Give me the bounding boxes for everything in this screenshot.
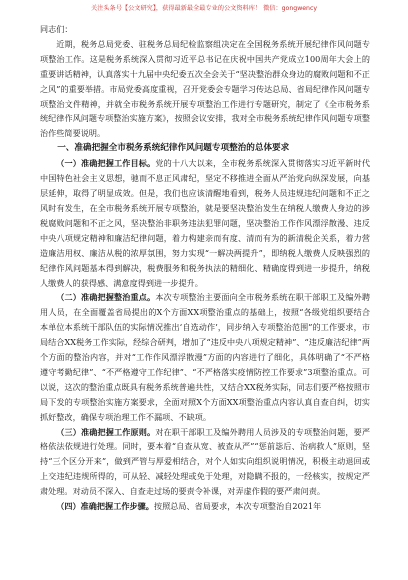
section-heading: 一、准确把握全市税务系统纪律作风问题专项整治的总体要求 (57, 143, 290, 154)
item-text: 本次专项整治主要面向全市税务系统在职干部职工及编外聘用人员，在全面覆盖省局提出的X个方面XX项整治重点的基础上，按照“各级党组织要结合本单位本系统干部队伍的实际情况推出‘自选动作’，同步纳入专项整治范围”的工作要求，市局结合XX税务工作实际，经综合研判，增加了“违反中央八项规定精神”、“违反廉洁纪律”两个方面的整治内容，并对“工作作风漂浮散漫”方面的内容进行了细化，具体明确了“不严格遵守考勤纪律”、“不严格遵守工作纪律”、“不严格落实疫情防控工作要求”3项整治重点。可以说，这次的整治重点既具有税务系统普遍共性，又结合XX税务实际，同志们要严格按照市局下发的专项整治实施方案要求，全面对照X个方面XX项整治重点内容认真自查自纠，切实抓好整改，确保专项治理工作不漏项、不缺项。 (40, 292, 370, 422)
item-lead: （二）准确把握整治重点。 (56, 292, 156, 303)
item-focus (40, 290, 370, 424)
item-lead: （四）准确把握工作步骤。 (56, 501, 154, 512)
item-lead: （一）准确把握工作目标。 (56, 158, 156, 169)
item-steps (40, 499, 370, 514)
item-text: 党的十八大以来，全市税务系统深入贯彻落实习近平新时代中国特色社会主义思想，驰而不息正风肃纪，坚定不移推进全面从严治党向纵深发展，向基层延伸，取得了明显成效。但是，我们也应该清醒地看到，税务人员违规违纪问题和不正之风时有发生，在全市税务系统开展专项整治，就是要坚决整治发生在纳税人缴费人身边的涉税腐败问题和不正之风，坚决整治非职务违法犯罪问题，坚决整治工作作风漂浮散漫、违反中央八项规定精神和廉洁纪律问题，着力构建亲而有度、清而有为的新清税企关系，着力营造廉洁用权、廉洁从税的浓厚氛围，努力实现“一解决两提升”，即纳税人缴费人反映强烈的纪律作风问题基本得到解决，税费服务和税务执法的精细化、精确度得到进一步提升，纳税人缴费人的获得感、满意度得到进一步提升。 (40, 158, 370, 288)
item-principles (40, 425, 370, 500)
salutation: 同志们： (40, 24, 73, 34)
header-banner: 关注头条号【公文研究】，获得最新最全最专业的公文资料库！ 微信：gongwency (90, 5, 318, 12)
item-text: 按照总局、省局要求，本次专项整治自2021年 (153, 501, 322, 512)
intro-paragraph: 近期，税务总局党委、驻税务总局纪检监察组决定在全国税务系统开展纪律作风问题专项整治工作。这是税务系统深入贯彻习近平总书记在庆祝中国共产党成立100周年大会上的重要讲话精神，认真落实十九届中央纪委五次全会关于“坚决整治群众身边的腐败问题和不正之风”的重要举措。市局党委高度重视，召开党委会专题学习传达总局、省局纪律作风问题专项整治文件精神，并就全市税务系统开展专项整治工作进行专题研究，制定了《全市税务系统纪律作风问题专项整治实施方案》，按照会议安排，我对全市税务系统纪律作风问题专项整治作些简要说明。 (40, 38, 370, 139)
item-goals (40, 156, 370, 290)
document-body (40, 22, 370, 514)
item-text: 对在职干部职工及编外聘用人员涉及的专项整治问题，要严格依法依规进行处理。同时，要本着“自查从宽、被查从严”“惩前毖后、治病救人”原则，坚持“三个区分开来”，做到严管与厚爱相结合，对个人如实向组织说明情况，积极主动退回或上交违纪违规所得的，可从轻、减轻处理或免于处理，对隐瞒不报的，一经核实，按规定严肃处理。对动员不深入、自查走过场的要责令补课，对弄虚作假的要严肃问责。 (40, 426, 370, 497)
item-lead: （三）准确把握工作原则。 (56, 426, 156, 437)
